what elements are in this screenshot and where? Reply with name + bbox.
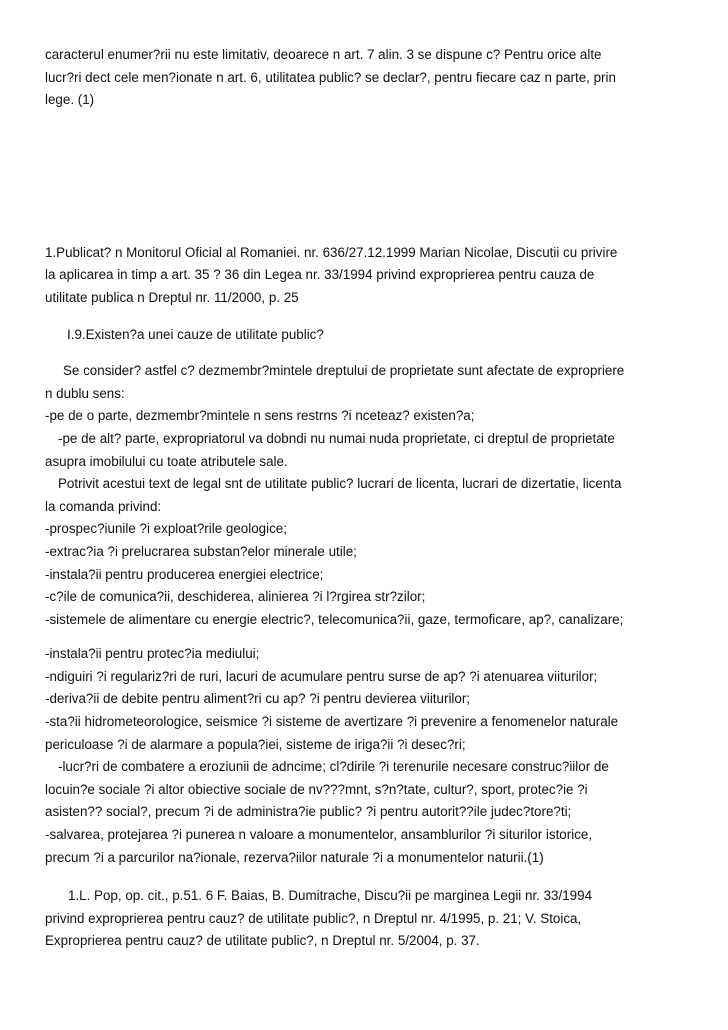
text-line: lege. (1) <box>45 92 95 108</box>
list-item: -ndiguiri ?i regulariz?ri de ruri, lacuri de acumulare pentru surse de ap? ?i atenuarea viiturilor; <box>45 668 598 684</box>
document-page <box>45 44 695 953</box>
text-line: periculoase ?i de alarmare a popula?iei, sisteme de iriga?ii ?i desec?ri; <box>45 736 466 752</box>
list-item: -extrac?ia ?i prelucrarea substan?elor minerale utile; <box>45 543 357 559</box>
list-item: -instala?ii pentru producerea energiei electrice; <box>45 566 324 582</box>
blank-space <box>45 112 695 242</box>
text-line: lucr?ri dect cele men?ionate n art. 6, utilitatea public? se declar?, pentru fiecare caz n parte, prin <box>45 69 616 85</box>
footnote-line: privind exproprierea pentru cauz? de utilitate public?, n Dreptul nr. 4/1995, p. 21; V. Stoica, <box>45 910 582 926</box>
body-paragraph <box>45 360 695 631</box>
blank-space <box>45 869 695 885</box>
footnote-line: Exproprierea pentru cauz? de utilitate public?, n Dreptul nr. 5/2004, p. 37. <box>45 933 480 949</box>
list-item: -prospec?iunile ?i exploat?rile geologice; <box>45 521 287 537</box>
list-item: -pe de alt? parte, expropriatorul va dobndi nu numai nuda proprietate, ci dreptul de proprietate <box>58 430 615 446</box>
list-item: -c?ile de comunica?ii, deschiderea, alinierea ?i l?rgirea str?zilor; <box>45 589 426 605</box>
list-item: -instala?ii pentru protec?ia mediului; <box>45 646 260 662</box>
text-line: Se consider? astfel c? dezmembr?mintele dreptului de proprietate sunt afectate de expropriere <box>63 363 625 379</box>
text-line: caracterul enumer?rii nu este limitativ, deoarece n art. 7 alin. 3 se dispune c? Pentru orice alte <box>45 47 602 62</box>
text-line: n dublu sens: <box>45 385 125 401</box>
blank-space <box>45 310 695 324</box>
text-line: locuin?e sociale ?i altor obiective sociale de nv???mnt, s?n?tate, cultur?, sport, protec?ie ?i <box>45 781 588 797</box>
text-line: asisten?? social?, precum ?i de administra?ie public? ?i pentru autorit??ile judec?tore?ti; <box>45 804 572 820</box>
list-item: -lucr?ri de combatere a eroziunii de adncime; cl?dirile ?i terenurile necesare construc?iilor de <box>58 759 609 775</box>
footnote-2 <box>45 885 695 953</box>
list-item: -sistemele de alimentare cu energie electric?, telecomunica?ii, gaze, termoficare, ap?, canalizare; <box>45 611 624 627</box>
intro-paragraph <box>45 44 695 112</box>
footnote-line: la aplicarea in timp a art. 35 ? 36 din Legea nr. 33/1994 privind exproprierea pentru cauza de <box>45 267 595 283</box>
list-item: -pe de o parte, dezmembr?mintele n sens restrns ?i nceteaz? existen?a; <box>45 408 475 424</box>
footnote-line: utilitate publica n Dreptul nr. 11/2000, p. 25 <box>45 289 299 305</box>
footnote-line: 1.L. Pop, op. cit., p.51. 6 F. Baias, B. Dumitrache, Discu?ii pe marginea Legii nr. 33/1994 <box>68 888 593 904</box>
list-item: -salvarea, protejarea ?i punerea n valoare a monumentelor, ansamblurilor ?i siturilor istorice, <box>45 827 593 843</box>
list-item: -sta?ii hidrometeorologice, seismice ?i sisteme de avertizare ?i prevenire a fenomenelor naturale <box>45 714 619 730</box>
body-list <box>45 643 695 869</box>
text-line: precum ?i a parcurilor na?ionale, rezerva?iilor naturale ?i a monumentelor naturii.(1) <box>45 849 544 865</box>
blank-space <box>45 631 695 643</box>
text-line: asupra imobilului cu toate atributele sale. <box>45 453 288 469</box>
text-line: Potrivit acestui text de legal snt de utilitate public? lucrari de licenta, lucrari de dizertatie, licenta <box>58 476 622 492</box>
footnote-line: 1.Publicat? n Monitorul Oficial al Romaniei. nr. 636/27.12.1999 Marian Nicolae, Discutii cu privire <box>45 244 618 260</box>
list-item: -deriva?ii de debite pentru aliment?ri cu ap? ?i pentru devierea viiturilor; <box>45 691 471 707</box>
section-heading: I.9.Existen?a unei cauze de utilitate public? <box>67 326 324 342</box>
text-line: la comanda privind: <box>45 498 162 514</box>
footnote-1 <box>45 242 695 310</box>
blank-space <box>45 346 695 360</box>
